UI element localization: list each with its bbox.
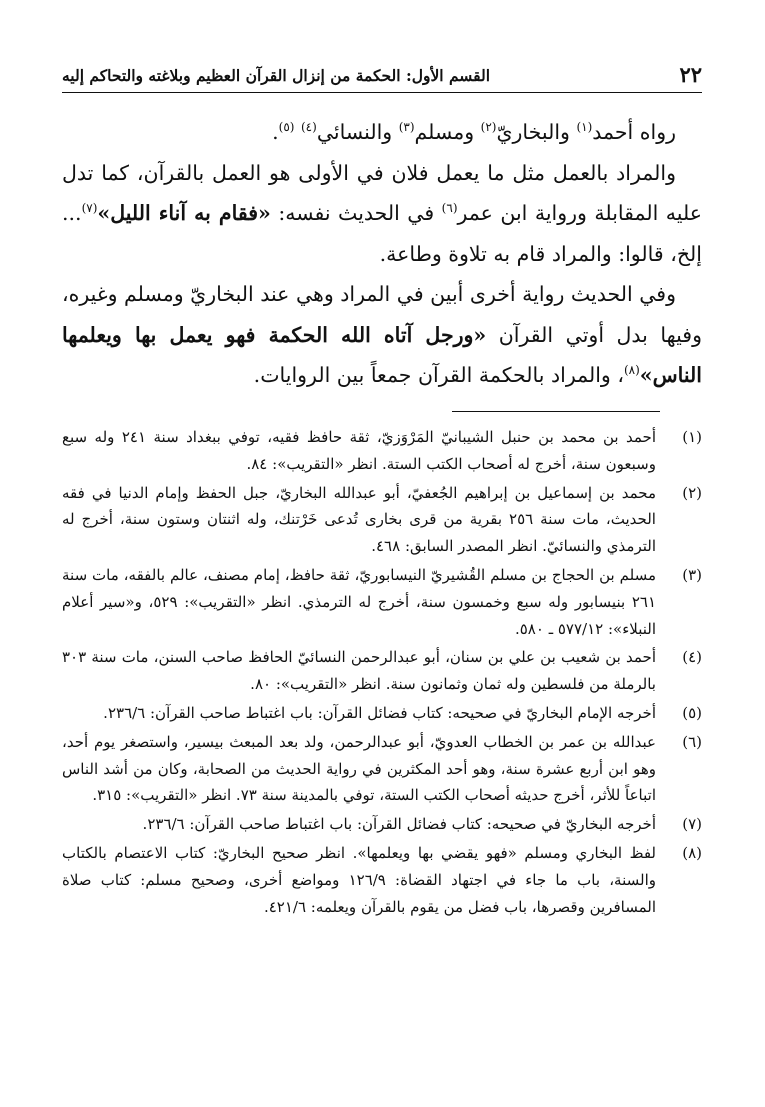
text-run: ومسلم — [414, 120, 481, 144]
main-text — [62, 112, 702, 396]
footnote-ref: (١) — [576, 120, 593, 135]
footnote-number: (١) — [682, 428, 702, 446]
footnote-ref: (٢) — [480, 120, 497, 135]
text-run: ، والمراد بالحكمة القرآن جمعاً بين الروايات. — [253, 363, 624, 387]
footnote-ref: (٥) — [278, 120, 295, 135]
paragraph-1 — [62, 112, 702, 153]
running-title: القسم الأول: الحكمة من إنزال القرآن العظيم وبلاغته والتحاكم إليه — [62, 66, 490, 85]
footnote — [62, 644, 702, 698]
footnote-ref: (٤) — [300, 120, 317, 135]
text-run: والبخاريّ — [496, 120, 577, 144]
footnote — [62, 700, 702, 727]
text-run: وفي الحديث رواية أخرى أبين في المراد وهي عند البخاريّ ومسلم وغيره، وفيها بدل أوتي القرآن — [62, 282, 702, 347]
footnote-text: مسلم بن الحجاج بن مسلم القُشيريّ النيسابوريّ، ثقة حافظ، إمام مصنف، عالم بالفقه، مات سنة ٢٦١ بنيسابور وله سبع وخمسون سنة، أخرج له الترمذي. انظر «التقريب»: ٥٢٩، و«سير أعلام النبلاء»: ٥٧٧/١٢ ـ ٥٨٠. — [62, 565, 657, 638]
footnote-ref: (٧) — [81, 201, 98, 216]
footnote-ref: (٣) — [398, 120, 415, 135]
footnote-text: أحمد بن محمد بن حنبل الشيبانيّ المَرْوَزيّ، ثقة حافظ فقيه، توفي ببغداد سنة ٢٤١ وله سبع وسبعون سنة، أخرج له أصحاب الكتب الستة. انظر «التقريب»: ٨٤. — [62, 428, 656, 473]
page-header — [62, 62, 702, 93]
hadith-quote: «ورجل آتاه الله الحكمة فهو يعمل بها ويعلمها الناس» — [62, 322, 702, 387]
footnote-number: (٥) — [682, 703, 702, 722]
footnote-number: (٣) — [682, 565, 702, 584]
text-run: والمراد بالعمل مثل ما يعمل فلان في الأولى هو العمل بالقرآن، كما تدل عليه المقابلة ورواية ابن عمر — [62, 160, 702, 225]
footnote — [62, 729, 702, 809]
paragraph-2 — [62, 153, 702, 275]
footnote-number: (٧) — [682, 815, 702, 834]
text-run: . — [272, 120, 279, 144]
footnote-ref: (٨) — [623, 363, 640, 378]
paragraph-3 — [62, 274, 702, 396]
footnote — [62, 811, 702, 838]
page-number: ٢٢ — [679, 62, 702, 87]
footnote-number: (٦) — [682, 732, 702, 751]
text-run: في الحديث نفسه: — [270, 201, 442, 225]
footnote-number: (٤) — [682, 648, 702, 667]
text-run: والنسائي — [316, 120, 399, 144]
footnote — [62, 562, 702, 642]
footnote — [62, 424, 702, 478]
hadith-quote: «فقام به آناء الليل» — [97, 201, 271, 225]
footnote — [62, 480, 702, 560]
footnotes — [62, 424, 702, 922]
footnote-text: عبدالله بن عمر بن الخطاب العدويّ، أبو عبدالرحمن، ولد بعد المبعث بيسير، واستصغر يوم أحد، وهو ابن أربع عشرة سنة، وهو أحد المكثرين في رواية الحديث من الصحابة، وكان من أشد الناس اتباعاً للأثر، أخرج حديثه أصحاب الكتب الستة، توفي بالمدينة سنة ٧٣. انظر «التقريب»: ٣١٥. — [62, 732, 656, 805]
text-run: ... إلخ، قالوا: والمراد قام به تلاوة وطاعة. — [62, 201, 702, 266]
footnote-text: أحمد بن شعيب بن علي بن سنان، أبو عبدالرحمن النسائيّ الحافظ صاحب السنن، مات سنة ٣٠٣ بالرملة من فلسطين وله ثمان وثمانون سنة. انظر «التقريب»: ٨٠. — [62, 648, 656, 694]
footnote-separator — [452, 411, 660, 412]
text-run: رواه أحمد — [592, 120, 676, 144]
footnote-text: محمد بن إسماعيل بن إبراهيم الجُعفيّ، أبو عبدالله البخاريّ، جبل الحفظ وإمام الدنيا في فقه الحديث، مات سنة ٢٥٦ بقرية من قرى بخارى تُدعى خَرْتنك، وله اثنتان وستون سنة، أخرج له الترمذي والنسائيّ. انظر المصدر السابق: ٤٦٨. — [62, 483, 656, 556]
footnote-text: أخرجه البخاريّ في صحيحه: كتاب فضائل القرآن: باب اغتباط صاحب القرآن: ٢٣٦/٦. — [142, 815, 656, 834]
footnote-ref: (٦) — [441, 201, 458, 216]
footnote-number: (٢) — [682, 483, 702, 502]
footnote-number: (٨) — [682, 843, 702, 862]
footnote-text: أخرجه الإمام البخاريّ في صحيحه: كتاب فضائل القرآن: باب اغتباط صاحب القرآن: ٢٣٦/٦. — [103, 703, 656, 722]
footnote-text: لفظ البخاري ومسلم «فهو يقضي بها ويعلمها». انظر صحيح البخاريّ: كتاب الاعتصام بالكتاب والسنة، باب ما جاء في اجتهاد القضاة: ١٢٦/٩ ومواضع أخرى، وصحيح مسلم: كتاب صلاة المسافرين وقصرها، باب فضل من يقوم بالقرآن ويعلمه: ٤٢١/٦. — [62, 843, 656, 916]
footnote — [62, 840, 702, 920]
